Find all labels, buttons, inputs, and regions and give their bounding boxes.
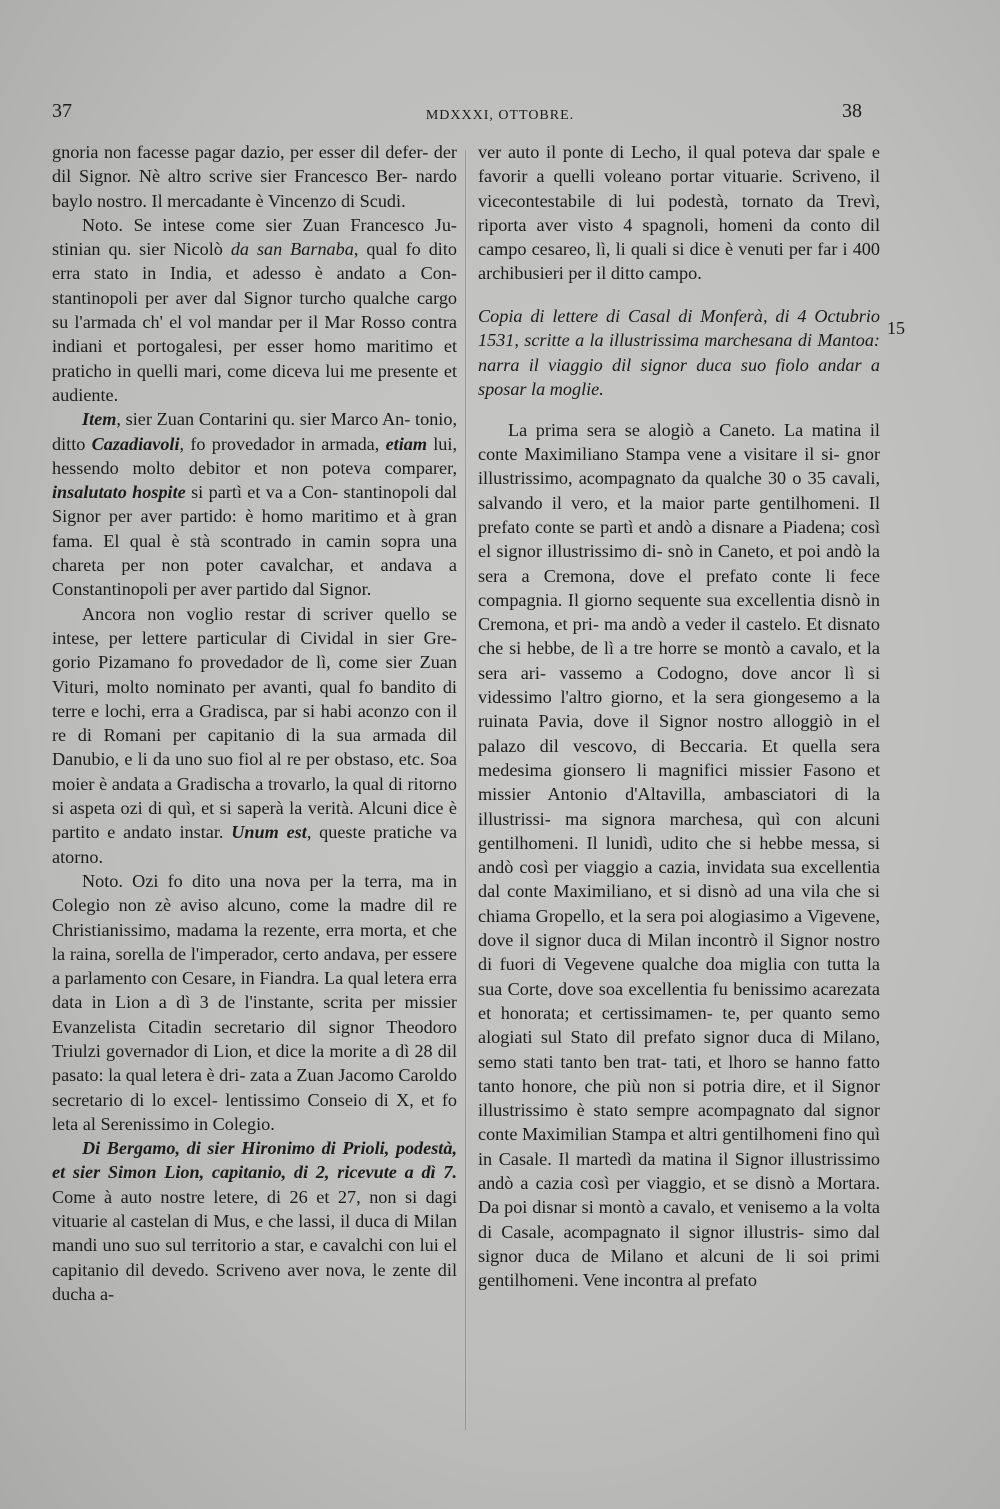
left-paragraph-5: Noto. Ozi fo dito una nova per la terra, ma in Colegio non zè aviso alcuno, come la madre dil re Christianissimo, madama la rezente, erra morta, et che la raina, sorella de l'imperador, certo andava, per essere a parlamento con Cesare, in Fiandra. La qual letera erra data in Lion a dì 3 de l'instante, scrita per missier Evanzelista Citadin secretario dil signor Theodoro Triulzi governador di Lion, et dice la morite a dì 28 dil pasato: la qual letera è dri- zata a Zuan Jacomo Caroldo secretario di lo excel- lentissimo Conseio di X, et fo leta al Serenissimo in Colegio. — [52, 870, 458, 1134]
left-paragraph-4: Ancora non voglio restar di scriver quello se intese, per lettere particular di Cividal in sier Gre- gorio Pizamano fo provedador de lì, come sier Zuan Vituri, molto nominato per avanti, qual fo bandito di terre e lochi, erra a Gradisca, par si habi aconzo con il re di Romani per capitanio di la sua armada dil Danubio, e li da uno suo fiol al re per obstaso, etc. Soa moier è andata a Gradischa a trovarlo, la qual di ritorno si aspeta ozi di quì, et si saperà la verità. Alcuni dice è partito e andato instar. Unum est, queste pratiche va atorno. — [52, 603, 458, 867]
margin-line-number: 15 — [887, 318, 905, 338]
page-number-right: 38 — [842, 100, 862, 122]
right-paragraph-1: ver auto il ponte di Lecho, il qual poteva dar spale e favorir a quelli voleano portar vituarie. Scriveno, il vicecontestabile di lui podestà, tornato da Trevì, riporta aver visto 4 spagnoli, homeni da conto dil campo cesareo, lì, li quali si dice è venuti per far i 400 archibusieri per il ditto campo. — [478, 142, 880, 284]
page-number-left: 37 — [52, 100, 72, 122]
left-paragraph-1: gnoria non facesse pagar dazio, per esser dil defer- der dil Signor. Nè altro scrive sier Francesco Ber- nardo baylo nostro. Il mercadante è Vincenzo di Scudi. — [52, 142, 457, 211]
right-column — [478, 140, 880, 1292]
letter-heading: Copia di lettere di Casal di Monferà, di 4 Octubrio 1531, scritte a la illustrissima marchesana di Mantoa: narra il viaggio dil signor duca suo fiolo andar a sposar la moglie. — [478, 305, 880, 400]
left-paragraph-6: Di Bergamo, di sier Hironimo di Prioli, podestà, et sier Simon Lion, capitanio, di 2, ricevute a dì 7. Come à auto nostre letere, di 26 et 27, non si dagi vituarie al castelan di Mus, e che lassi, il duca di Milan mandi uno suo sul territorio a star, e cavalchi con lui el capitanio dil devedo. Scriveno aver nova, le zente dil ducha a- — [52, 1138, 457, 1304]
left-paragraph-3: Item, sier Zuan Contarini qu. sier Marco An- tonio, ditto Cazadiavoli, fo provedador in armada, etiam lui, hessendo molto debitor et non poteva comparer, insalutato hospite si partì et va a Con- stantinopoli dal Signor per aver partido: è homo maritimo et à gran fama. El qual è stà scontrado in camin sopra una chareta per non poter cavalchar, et andava a Constantinopoli per aver partido dal Signor. — [52, 409, 457, 600]
left-column — [52, 140, 457, 1306]
left-paragraph-2: Noto. Se intese come sier Zuan Francesco Ju- stinian qu. sier Nicolò da san Barnaba, qual fo dito erra stato in India, et adesso è andato a Con- stantinopoli per aver dal Signor turcho qualche cargo su l'armada ch' el vol mandar per il Mar Rosso contra indiani et portogalesi, per esser homo maritimo et praticho in quelli mari, come diceva lui me presente et audiente. — [52, 214, 457, 405]
column-divider — [465, 150, 466, 1430]
running-title: MDXXXI, OTTOBRE. — [425, 108, 575, 123]
right-paragraph-2: La prima sera se alogiò a Caneto. La matina il conte Maximiliano Stampa vene a visitare il si- gnor illustrissimo, acompagnato da qualche 30 o 35 cavali, salvando il vero, et la maior parte gentilhomeni. Il prefato conte se partì et andò a disnare a Piadena; così el signor illustrissimo di- snò in Caneto, et poi andò la sera a Cremona, dove el prefato conte li fece compagnia. Il giorno sequente sua excellentia disnò in Cremona, et pri- ma andò a veder il castelo. Et disnato che si hebbe, de lì a tre horre se montò a cavalo, et la sera ari- vassemo a Codogno, dove ancor lì si videssimo l'altro giorno, et la sera giongesemo a la ruinata Pavia, dove il Signor nostro alloggiò in el palazo dil vescovo, di Beccaria. Et quella sera medesima gionsero li magnifici missier Fasono et missier Antonio d'Altavilla, ambasciatori di la illustrissi- ma signora marchesa, quì con alcuni gentilhomeni. Il lunidì, udito che si hebbe messa, si andò così per viaggio a cazia, invidata sua excellentia dal conte Maximiliano, et si disnò ad una vila che si chiama Gropello, et la sera poi alogiasimo a Vigevene, dove il signor duca di Milan incontrò il Signor nostro di fuori di Vegevene qualche doa miglia con tutta la sua Corte, dove soa excellentia fu benissimo acarezata et honorata; et certissimamen- te, per quanto semo alogiati sul Stato dil prefato signor duca di Milano, semo stati tanto ben trat- tati, et lhoro se hanno fatto tanto honore, che più non si potria dire, et il Signor illustrissimo è stato sempre acompagnato dal signor conte Maximilian Stampa et altri gentilhomeni fino quì in Casale. Il martedì da matina il Signor illustrissimo andò a cazia così per viaggio, et se disnò a Mortara. Da poi disnar si montò a cavalo, et venisemo a la volta di Casale, acompagnato il signor illustris- simo dal signor duca de Milano et alcuni de li soi primi gentilhomeni. Vene incontra al prefato — [478, 419, 880, 1291]
